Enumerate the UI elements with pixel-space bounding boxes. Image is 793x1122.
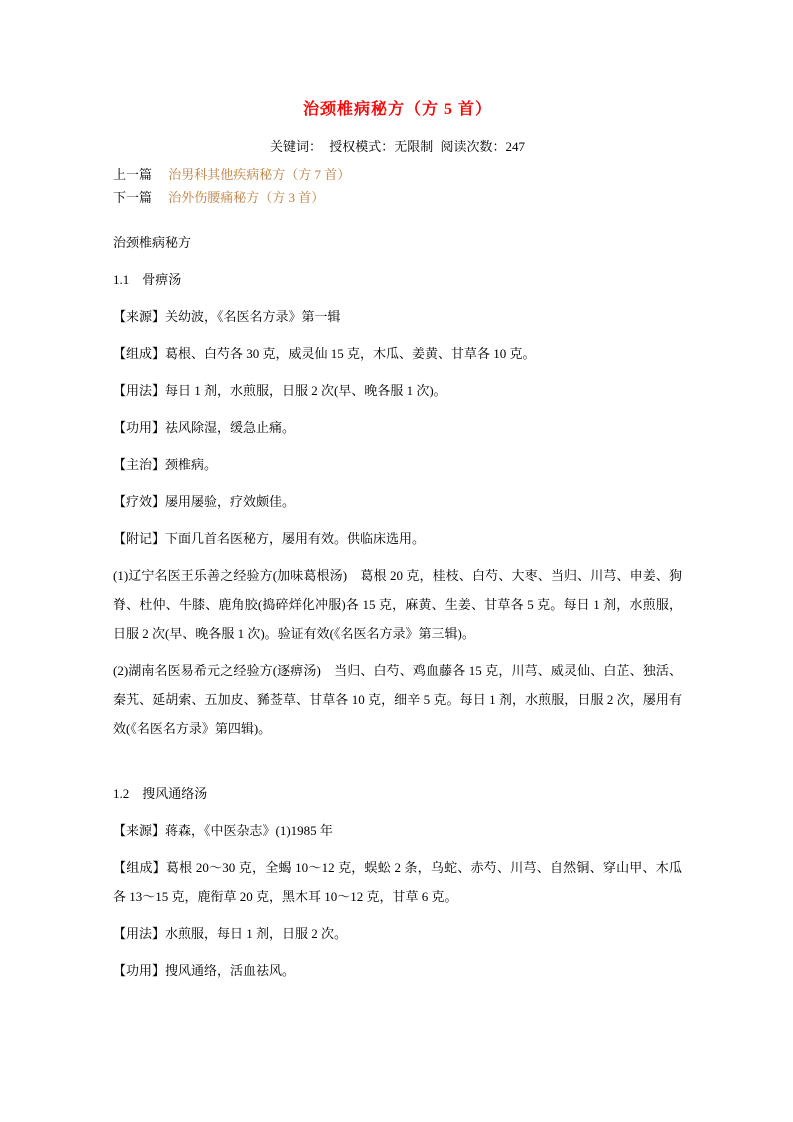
paragraph-usage: 【用法】每日 1 剂，水煎服，日服 2 次(早、晚各服 1 次)。 xyxy=(113,383,447,398)
paragraph-formula-1: (1)辽宁名医王乐善之经验方(加味葛根汤) 葛根 20 克，桂枝、白芍、大枣、当归、川芎、申姜、狗脊、杜仲、牛膝、鹿角胶(捣碎烊化冲服)各 15 克，麻黄、生姜、甘草各 5 克。每日 1 剂，水煎服，日服 2 次(早、晚各服 1 次)。验证有效(《名医名方录》第三辑)。 xyxy=(113,568,682,641)
paragraph-composition: 【组成】葛根 20～30 克，全蝎 10～12 克，蜈蚣 2 条，乌蛇、赤芍、川芎、自然铜、穿山甲、木瓜各 13～15 克，鹿衔草 20 克，黑木耳 10～12 克，甘草 6 克。 xyxy=(113,860,682,904)
paragraph-function: 【功用】祛风除湿，缓急止痛。 xyxy=(113,420,296,435)
article-nav xyxy=(113,163,682,209)
paragraph-composition: 【组成】葛根、白芍各 30 克，威灵仙 15 克，木瓜、姜黄、甘草各 10 克。 xyxy=(113,346,536,361)
meta-read-count: 阅读次数：247 xyxy=(440,139,526,154)
prev-article-label: 上一篇 xyxy=(113,167,153,182)
paragraph-formula-2: (2)湖南名医易希元之经验方(逐痹汤) 当归、白芍、鸡血藤各 15 克，川芎、威灵仙、白芷、独活、秦艽、延胡索、五加皮、豨莶草、甘草各 10 克，细辛 5 克。每日 1 剂，水煎服，日服 2 次，屡用有效(《名医名方录》第四辑)。 xyxy=(113,663,682,736)
next-article-label: 下一篇 xyxy=(113,190,153,205)
page-title: 治颈椎病秘方（方 5 首） xyxy=(302,101,492,118)
paragraph-source: 【来源】关幼波，《名医名方录》第一辑 xyxy=(113,309,341,324)
meta-line xyxy=(113,140,682,154)
next-article-row xyxy=(113,186,682,209)
prev-article-row xyxy=(113,163,682,186)
paragraph-indication: 【主治】颈椎病。 xyxy=(113,457,218,472)
article-intro: 治颈椎病秘方 xyxy=(113,235,192,250)
prev-article-link[interactable]: 治男科其他疾病秘方（方 7 首） xyxy=(168,167,351,182)
paragraph-usage: 【用法】水煎服，每日 1 剂，日服 2 次。 xyxy=(113,926,348,941)
meta-auth-mode: 授权模式：无限制 xyxy=(329,139,434,154)
section-heading-1-1: 1.1 骨痹汤 xyxy=(113,272,182,287)
paragraph-function: 【功用】搜风通络，活血祛风。 xyxy=(113,963,296,978)
section-heading-1-2: 1.2 搜风通络汤 xyxy=(113,786,208,801)
meta-keywords-label: 关键词： xyxy=(269,139,322,154)
section-gap xyxy=(113,751,682,779)
article-body xyxy=(113,228,682,985)
paragraph-source: 【来源】蒋森，《中医杂志》(1)1985 年 xyxy=(113,823,333,838)
paragraph-note: 【附记】下面几首名医秘方，屡用有效。供临床选用。 xyxy=(113,531,426,546)
next-article-link[interactable]: 治外伤腰痛秘方（方 3 首） xyxy=(168,190,325,205)
paragraph-efficacy: 【疗效】屡用屡验，疗效颇佳。 xyxy=(113,494,296,509)
